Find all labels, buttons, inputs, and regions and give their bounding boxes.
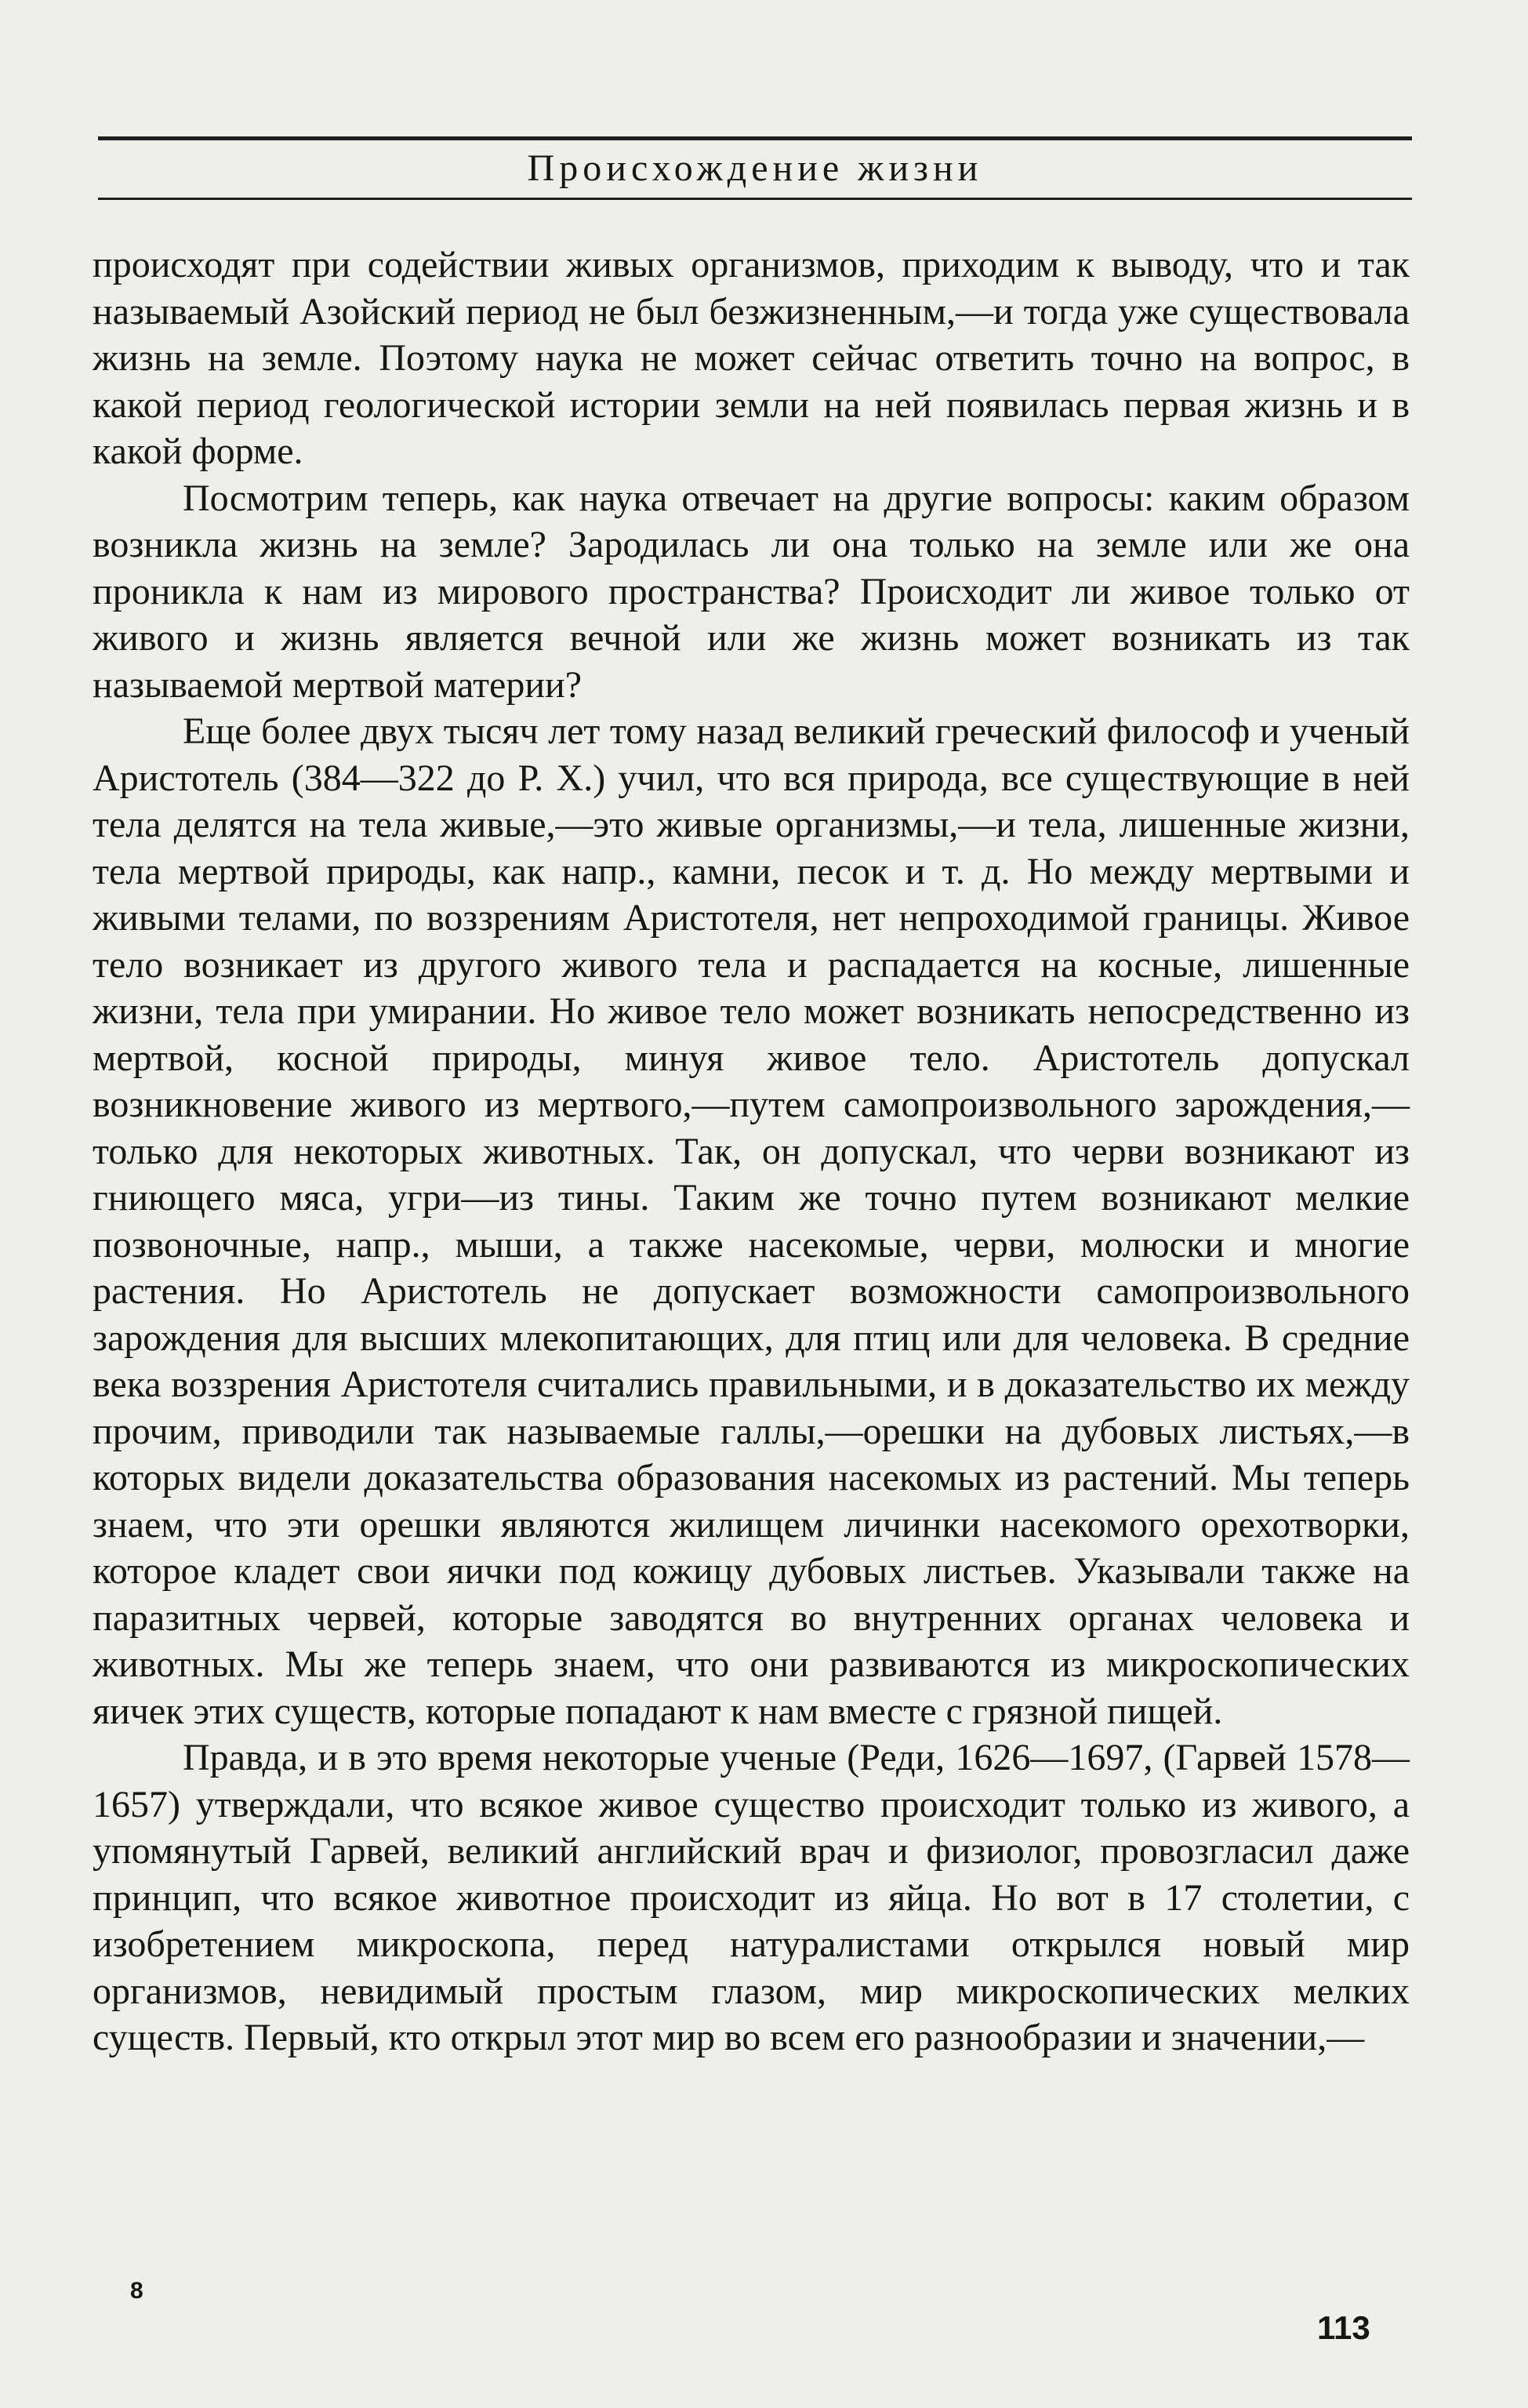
page-number: 113 — [1317, 2309, 1370, 2346]
body-text — [93, 242, 1410, 2061]
header-rule-bottom — [98, 198, 1412, 200]
running-head: Происхождение жизни — [527, 147, 983, 189]
paragraph-1: происходят при содействии живых организмов, приходим к выводу, что и так называемый Азойский период не был безжизненным,—и тогда уже существовала жизнь на земле. Поэтому наука не может сейчас ответить точно на вопрос, в какой период геологической истории земли на ней появилась первая жизнь и в какой форме. — [93, 244, 1410, 472]
signature-mark: 8 — [130, 2278, 143, 2304]
paragraph-3: Еще более двух тысяч лет тому назад великий греческий философ и ученый Аристотель (384—322 до Р. Х.) учил, что вся природа, все существующие в ней тела делятся на тела живые,—это живые организмы,—и тела, лишенные жизни, тела мертвой природы, как напр., камни, песок и т. д. Но между мертвыми и живыми телами, по воззрениям Аристотеля, нет непроходимой границы. Живое тело возникает из другого живого тела и распадается на косные, лишенные жизни, тела при умирании. Но живое тело может возникать непосредственно из мертвой, косной природы, минуя живое тело. Аристотель допускал возникновение живого из мертвого,—путем самопроизвольного зарождения,—только для некоторых животных. Так, он допускал, что черви возникают из гниющего мяса, угри—из тины. Таким же точно путем возникают мелкие позвоночные, напр., мыши, а также насекомые, черви, молюски и многие растения. Но Аристотель не допускает возможности самопроизвольного зарождения для высших млекопитающих, для птиц или для человека. В средние века воззрения Аристотеля считались правильными, и в доказательство их между прочим, приводили так называемые галлы,—орешки на дубовых листьях,—в которых видели доказательства образования насекомых из растений. Мы теперь знаем, что эти орешки являются жилищем личинки насекомого орехотворки, которое кладет свои яички под кожицу дубовых листьев. Указывали также на паразитных червей, которые заводятся во внутренних органах человека и животных. Мы же теперь знаем, что они развиваются из микроскопических яичек этих существ, которые попадают к нам вместе с грязной пищей. — [93, 710, 1410, 1732]
paragraph-2: Посмотрим теперь, как наука отвечает на другие вопросы: каким образом возникла жизнь на земле? Зародилась ли она только на земле или же она проникла к нам из мирового пространства? Происходит ли живое только от живого и жизнь является вечной или же жизнь может возникать из так называемой мертвой материи? — [93, 477, 1410, 706]
paragraph-4: Правда, и в это время некоторые ученые (Реди, 1626—1697, (Гарвей 1578—1657) утверждали, что всякое живое существо происходит только из живого, а упомянутый Гарвей, великий английский врач и физиолог, провозгласил даже принцип, что всякое животное происходит из яйца. Но вот в 17 столетии, с изобретением микроскопа, перед натуралистами открылся новый мир организмов, невидимый простым глазом, мир микроскопических мелких существ. Первый, кто открыл этот мир во всем его разнообразии и значении,— — [93, 1737, 1410, 2058]
